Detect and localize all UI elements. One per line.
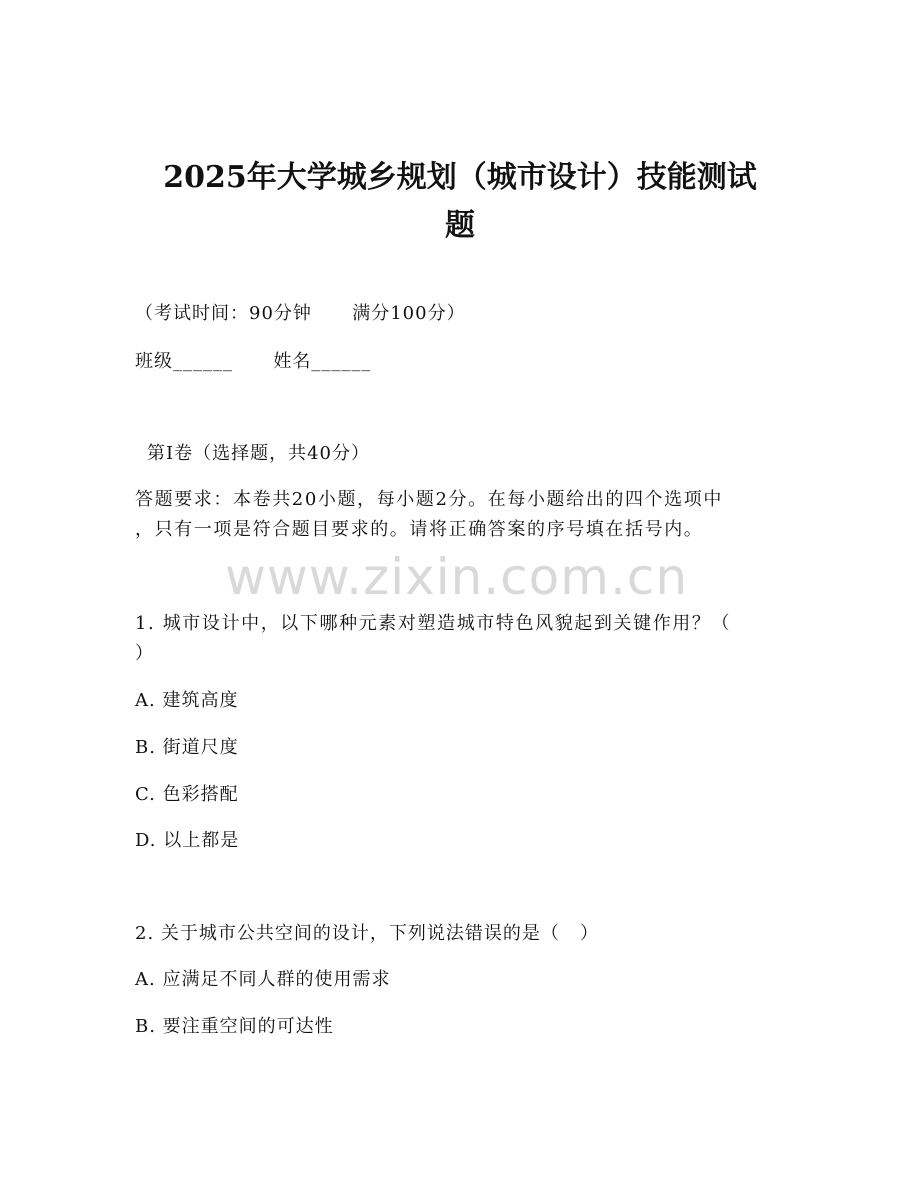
instructions-line-1: 答题要求：本卷共20小题，每小题2分。在每小题给出的四个选项中	[135, 489, 723, 510]
watermark: www.zixin.com.cn	[225, 548, 689, 606]
document-title-line-2: 题	[445, 208, 475, 243]
question-2-stem: 2. 关于城市公共空间的设计，下列说法错误的是（ ）	[135, 923, 600, 944]
question-1-option-c: C. 色彩搭配	[135, 784, 239, 805]
question-2-option-a: A. 应满足不同人群的使用需求	[135, 969, 391, 990]
document-title-line-1: 2025年大学城乡规划（城市设计）技能测试	[163, 160, 757, 195]
question-1-stem-line-2: ）	[135, 643, 154, 664]
question-1-option-a: A. 建筑高度	[135, 690, 239, 711]
instructions-line-2: ，只有一项是符合题目要求的。请将正确答案的序号填在括号内。	[135, 519, 704, 540]
question-1-option-d: D. 以上都是	[135, 830, 240, 851]
section-title: 第I卷（选择题，共40分）	[147, 443, 371, 464]
question-2-option-b: B. 要注重空间的可达性	[135, 1016, 334, 1037]
question-1-stem-line-1: 1. 城市设计中，以下哪种元素对塑造城市特色风貌起到关键作用？（	[135, 613, 732, 634]
class-name-fields: 班级______ 姓名______	[135, 351, 372, 372]
exam-info: （考试时间：90分钟 满分100分）	[135, 303, 466, 324]
question-1-option-b: B. 街道尺度	[135, 737, 239, 758]
